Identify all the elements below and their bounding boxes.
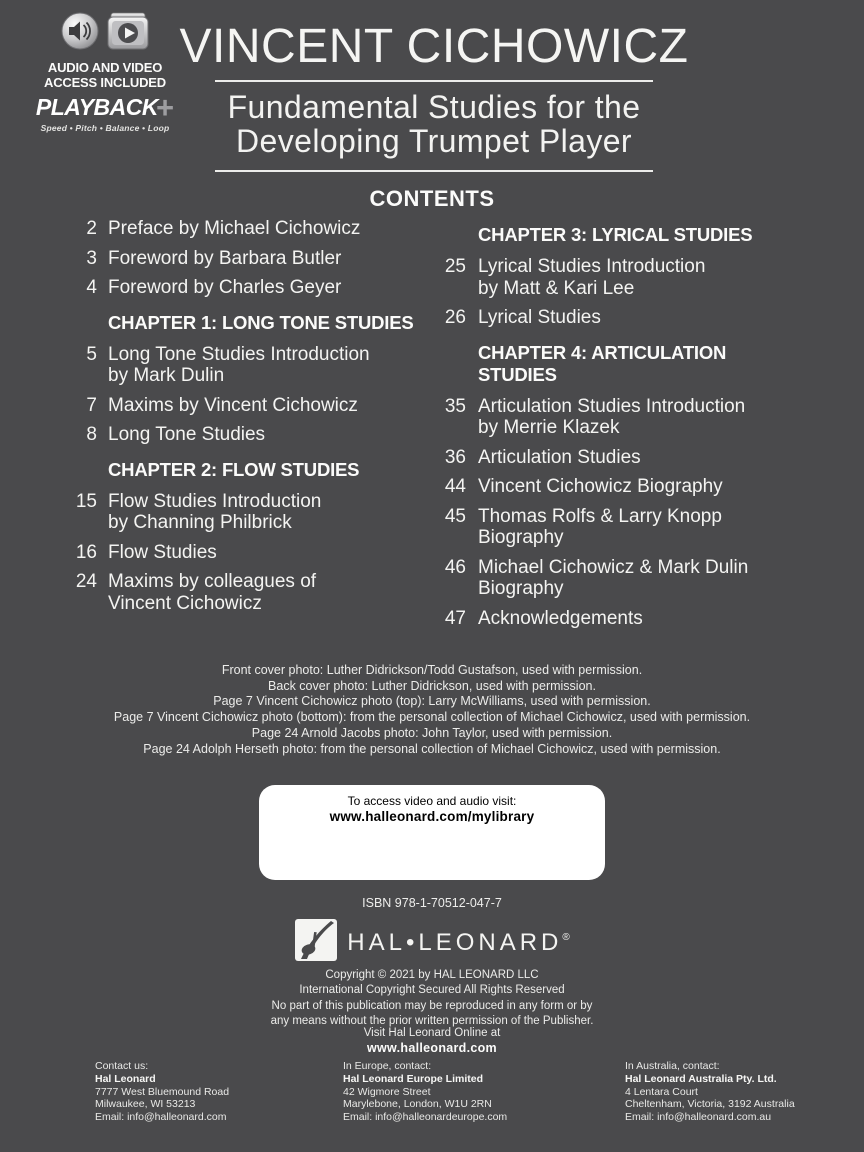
toc-page-number: 47 xyxy=(444,607,466,629)
visit-line: Visit Hal Leonard Online at xyxy=(363,1027,501,1039)
isbn: ISBN 978-1-70512-047-7 xyxy=(362,896,502,910)
photo-credit-line: Page 7 Vincent Cichowicz photo (bottom): from the personal collection of Michael Cichowicz, used with permission. xyxy=(113,710,751,725)
title-divider-top xyxy=(215,80,653,82)
contact-intro: In Europe, contact: xyxy=(343,1060,432,1072)
contact-detail-line: Email: info@halleonard.com.au xyxy=(625,1111,772,1124)
playback-plus-logo xyxy=(20,90,190,125)
toc-entry-title: Michael Cichowicz & Mark Dulin Biography xyxy=(478,556,749,599)
toc-column-1 xyxy=(440,211,800,637)
visit-online-block xyxy=(0,1026,864,1055)
toc-entry xyxy=(440,256,800,299)
toc-chapter-heading: CHAPTER 3: LYRICAL STUDIES xyxy=(478,224,753,245)
toc-entry-title: Flow Studies Introduction by Channing Philbrick xyxy=(108,490,322,533)
toc-chapter-heading: CHAPTER 1: LONG TONE STUDIES xyxy=(108,311,414,333)
toc-chapter-heading: CHAPTER 2: FLOW STUDIES xyxy=(108,458,360,480)
toc-page-number: 24 xyxy=(75,571,97,592)
contents-heading: CONTENTS xyxy=(369,186,495,211)
toc-entry xyxy=(440,557,800,600)
toc-entry xyxy=(440,506,800,549)
toc-entry xyxy=(73,395,418,417)
toc-entry-title: Long Tone Studies Introduction by Mark Dulin xyxy=(108,343,370,386)
photo-credit-line: Front cover photo: Luther Didrickson/Todd Gustafson, used with permission. xyxy=(221,663,643,677)
toc-page-number: 7 xyxy=(86,394,97,416)
toc-entry xyxy=(440,396,800,439)
photo-credits xyxy=(0,663,864,757)
hal-leonard-wordmark: HAL•LEONARD® xyxy=(347,928,570,956)
contact-detail-line: Marylebone, London, W1U 2RN xyxy=(343,1098,492,1111)
toc-entry xyxy=(73,277,418,299)
media-access-box xyxy=(259,785,605,880)
toc-entry-title: Maxims by colleagues of Vincent Cichowicz xyxy=(108,571,317,614)
toc-entry xyxy=(73,248,418,270)
toc-entry xyxy=(73,218,418,240)
toc-entry xyxy=(73,542,418,564)
contact-detail-line: Email: info@halleonard.com xyxy=(95,1111,227,1124)
plus-icon: + xyxy=(155,90,175,125)
toc-page-number: 2 xyxy=(86,218,97,239)
toc-entry-title: Foreword by Barbara Butler xyxy=(108,247,342,269)
badge-text-line2: ACCESS INCLUDED xyxy=(44,74,166,90)
contact-detail-line: 42 Wigmore Street xyxy=(343,1085,431,1098)
toc-chapter-heading: CHAPTER 4: ARTICULATION STUDIES xyxy=(478,341,727,385)
toc-entry-title: Articulation Studies xyxy=(478,446,641,468)
toc-page-number: 15 xyxy=(75,490,97,512)
badge-text-line1: AUDIO AND VIDEO xyxy=(47,60,163,75)
contact-company-name: Hal Leonard xyxy=(95,1072,156,1085)
badge-icons xyxy=(20,12,190,55)
contact-detail-line: 4 Lentara Court xyxy=(625,1085,698,1098)
contact-company-name: Hal Leonard Australia Pty. Ltd. xyxy=(625,1072,777,1085)
toc-page-number: 26 xyxy=(444,307,466,328)
toc-entry-title: Acknowledgements xyxy=(478,607,643,629)
playback-tagline: Speed • Pitch • Balance • Loop xyxy=(40,123,170,133)
video-play-icon xyxy=(107,12,149,55)
toc-entry xyxy=(73,491,418,534)
hal-leonard-logo-icon xyxy=(294,918,338,967)
subtitle-line2: Developing Trumpet Player xyxy=(236,123,632,159)
registered-trademark-symbol: ® xyxy=(562,931,570,943)
access-instruction: To access video and audio visit: xyxy=(347,794,517,808)
toc-page-number: 46 xyxy=(444,556,466,578)
toc-entry xyxy=(440,447,800,469)
halleonard-url: www.halleonard.com xyxy=(367,1040,497,1055)
toc-page-number: 35 xyxy=(444,395,466,417)
toc-page-number: 16 xyxy=(75,541,97,563)
toc-page-number: 8 xyxy=(86,424,97,445)
contact-intro: Contact us: xyxy=(95,1060,149,1072)
playback-wordmark: PLAYBACK xyxy=(35,94,158,120)
toc-entry xyxy=(440,608,800,630)
photo-credit-line: Back cover photo: Luther Didrickson, used with permission. xyxy=(268,678,596,693)
toc-page-number: 3 xyxy=(86,247,97,269)
contact-detail-line: Cheltenham, Victoria, 3192 Australia xyxy=(625,1098,795,1111)
toc-entry-title: Long Tone Studies xyxy=(108,424,266,445)
notice-line1: No part of this publication may be reproduced in any form or by xyxy=(271,1000,593,1012)
contact-intro: In Australia, contact: xyxy=(625,1060,720,1072)
toc-page-number: 44 xyxy=(444,476,466,497)
toc-entry-title: Flow Studies xyxy=(108,541,217,563)
toc-entry xyxy=(440,307,800,329)
copyright-block xyxy=(0,968,864,997)
toc-entry-title: Lyrical Studies Introduction by Matt & Kari Lee xyxy=(478,256,706,299)
notice-line2: any means without the prior written permission of the Publisher. xyxy=(270,1014,594,1027)
title-block xyxy=(174,22,694,180)
contact-detail-line: Milwaukee, WI 53213 xyxy=(95,1098,196,1111)
toc-entry-title: Maxims by Vincent Cichowicz xyxy=(108,394,358,416)
copyright-line2: International Copyright Secured All Rights Reserved xyxy=(299,983,565,996)
contact-australia-column xyxy=(625,1060,795,1124)
toc-page-number: 25 xyxy=(444,256,466,277)
audio-video-access-badge xyxy=(20,12,190,133)
photo-credit-line: Page 24 Arnold Jacobs photo: John Taylor, used with permission. xyxy=(251,725,613,740)
photo-credit-line: Page 24 Adolph Herseth photo: from the personal collection of Michael Cichowicz, used with permission. xyxy=(143,741,721,756)
contact-europe-column xyxy=(343,1060,507,1124)
speaker-icon xyxy=(61,12,99,55)
toc-entry-title: Thomas Rolfs & Larry Knopp Biography xyxy=(478,505,722,548)
hal-leonard-logo xyxy=(0,918,864,967)
reproduction-notice xyxy=(0,999,864,1028)
photo-credit-line: Page 7 Vincent Cichowicz photo (top): Larry McWilliams, used with permission. xyxy=(213,694,651,709)
contact-detail-line: 7777 West Bluemound Road xyxy=(95,1085,230,1098)
toc-page-number: 36 xyxy=(444,446,466,468)
toc-page-number: 5 xyxy=(86,343,97,365)
toc-column-0 xyxy=(73,218,418,622)
title-divider-bottom xyxy=(215,170,653,172)
toc-entry-title: Foreword by Charles Geyer xyxy=(108,277,342,298)
toc-entry-title: Preface by Michael Cichowicz xyxy=(108,218,361,239)
toc-entry-title: Vincent Cichowicz Biography xyxy=(478,476,723,497)
toc-entry xyxy=(73,344,418,387)
book-subtitle xyxy=(174,90,694,158)
toc-page-number: 4 xyxy=(86,277,97,298)
toc-entry xyxy=(440,476,800,498)
subtitle-line1: Fundamental Studies for the xyxy=(227,89,641,125)
contact-us-column xyxy=(95,1060,229,1124)
toc-entry-title: Lyrical Studies xyxy=(478,307,601,328)
toc-entry-title: Articulation Studies Introduction by Merrie Klazek xyxy=(478,395,746,438)
access-url: www.halleonard.com/mylibrary xyxy=(329,809,535,824)
contact-company-name: Hal Leonard Europe Limited xyxy=(343,1072,484,1085)
book-title: VINCENT CICHOWICZ xyxy=(179,20,689,73)
toc-page-number: 45 xyxy=(444,505,466,527)
copyright-line1: Copyright © 2021 by HAL LEONARD LLC xyxy=(325,969,539,981)
toc-entry xyxy=(73,424,418,446)
toc-entry xyxy=(73,571,418,614)
contact-detail-line: Email: info@halleonardeurope.com xyxy=(343,1111,508,1124)
